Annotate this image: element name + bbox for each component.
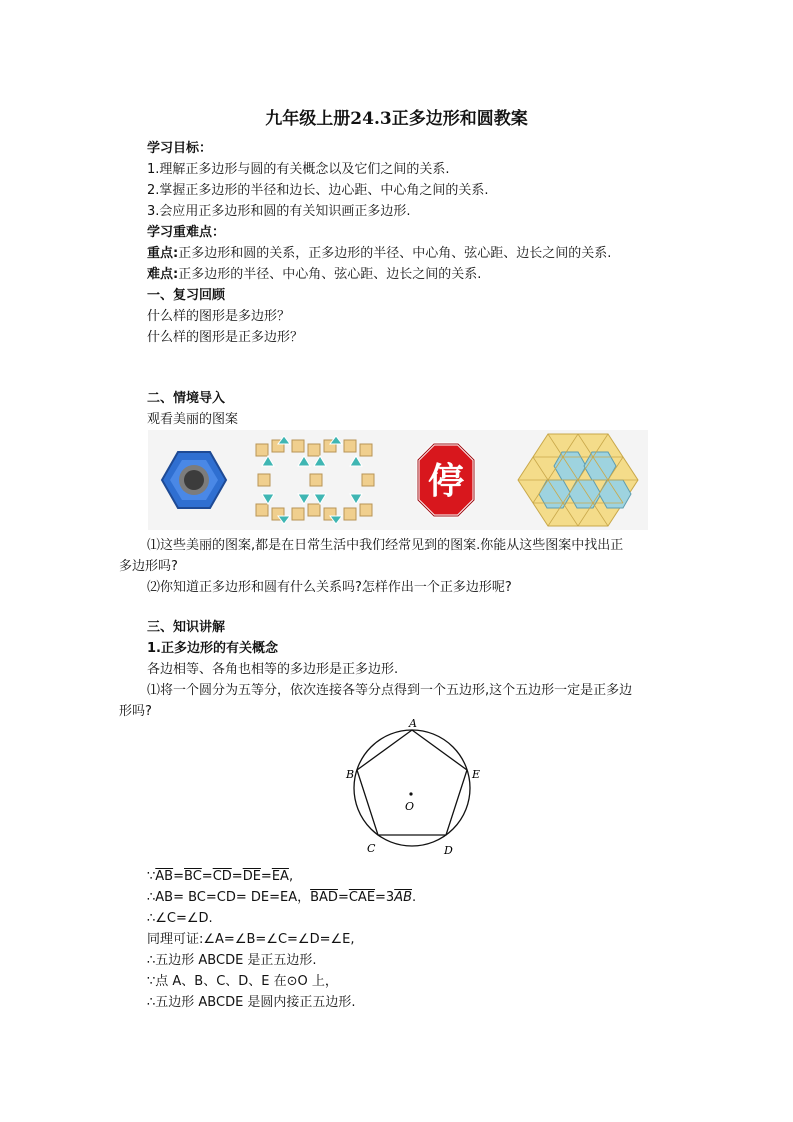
goal-item-2: 2.掌握正多边形的半径和边长、边心距、中心角之间的关系. [147, 183, 489, 198]
proof-line-2-eq: = [337, 890, 349, 905]
arc-de: $\overline{DE}$ [242, 869, 261, 884]
proof-line-3: ∴∠C=∠D. [147, 911, 213, 926]
key-point-line [147, 245, 611, 263]
label-o: O [405, 800, 415, 813]
difficulty-line [147, 266, 481, 284]
knowledge-subheading: 1.正多边形的有关概念 [147, 641, 278, 656]
proof-line-6: ∵点 A、B、C、D、E 在⊙O 上， [147, 974, 338, 989]
pentagon-question-line2: 形吗? [119, 704, 152, 719]
review-question-1: 什么样的图形是多边形？ [147, 309, 291, 324]
proof-line-2-coef: =3 [375, 890, 395, 905]
pentagon-abcde [357, 730, 467, 835]
arc-ab: $\overline{AB}$ [155, 869, 174, 884]
key-points-heading: 学习重难点： [147, 225, 226, 240]
proof-line-2-end: . [412, 890, 417, 905]
intro-text: 观看美丽的图案 [147, 412, 239, 427]
stop-sign-image [418, 444, 474, 516]
circle-o [354, 730, 470, 846]
label-d: D [444, 844, 453, 857]
proof-line-1: $\because\overline{AB}=\overline{BC}=\overline{CD}=\overline{DE}=\overline{EA}$, [147, 869, 294, 884]
goal-item-1: 1.理解正多边形与圆的有关概念以及它们之间的关系. [147, 162, 450, 177]
label-a: A [409, 717, 417, 730]
label-c: C [367, 842, 376, 855]
proof-line-2 [147, 889, 416, 907]
arc-cae: $\overline{CAE}$ [348, 890, 376, 905]
section-intro-heading: 二、情境导入 [147, 391, 226, 406]
arc-bad: $\overline{BAD}$ [310, 890, 338, 905]
proof-line-2-text: ∴AB= BC=CD= DE=EA， [147, 890, 311, 905]
section-knowledge-heading: 三、知识讲解 [147, 620, 226, 635]
proof-line-7: ∴五边形 ABCDE 是圆内接正五边形. [147, 995, 356, 1010]
center-point-o [409, 792, 412, 795]
patterns-illustration [148, 430, 648, 530]
proof-line-1-end: , [288, 869, 294, 884]
difficulty-label: 难点: [147, 267, 179, 282]
arc-ea: $\overline{EA}$ [271, 869, 289, 884]
definition-text: 各边相等、各角也相等的多边形是正多边形. [147, 662, 399, 677]
proof-line-4: 同理可证:∠A=∠B=∠C=∠D=∠E, [147, 932, 355, 947]
pentagon-question-line1: ⑴将一个圆分为五等分，依次连接各等分点得到一个五边形,这个五边形一定是正多边 [147, 683, 633, 698]
key-text: 正多边形和圆的关系，正多边形的半径、中心角、弦心距、边长之间的关系. [178, 246, 612, 261]
because-symbol: ∵ [147, 869, 156, 884]
intro-question-1-line1: ⑴这些美丽的图案,都是在日常生活中我们经常见到的图案.你能从这些图案中找出正 [147, 538, 624, 553]
goals-heading: 学习目标： [147, 141, 213, 156]
key-label: 重点: [147, 246, 179, 261]
page-title: 九年级上册24.3正多边形和圆教案 [265, 109, 528, 129]
tile-pattern-image [256, 436, 374, 524]
arc-cd: $\overline{CD}$ [212, 869, 232, 884]
review-question-2: 什么样的图形是正多边形？ [147, 330, 304, 345]
label-b: B [346, 768, 355, 781]
stop-sign-text: 停 [427, 461, 465, 502]
arc-bc: $\overline{BC}$ [184, 869, 202, 884]
arc-ab-tail: $\overline{AB}$ [394, 890, 413, 905]
label-e: E [472, 768, 481, 781]
proof-line-5: ∴五边形 ABCDE 是正五边形. [147, 953, 317, 968]
section-review-heading: 一、复习回顾 [147, 288, 226, 303]
pentagon-circle-figure [340, 716, 490, 861]
goal-item-3: 3.会应用正多边形和圆的有关知识画正多边形. [147, 204, 411, 219]
difficulty-text: 正多边形的半径、中心角、弦心距、边长之间的关系. [178, 267, 482, 282]
intro-question-1-line2: 多边形吗? [119, 559, 178, 574]
intro-question-2: ⑵你知道正多边形和圆有什么关系吗?怎样作出一个正多边形呢? [147, 580, 512, 595]
